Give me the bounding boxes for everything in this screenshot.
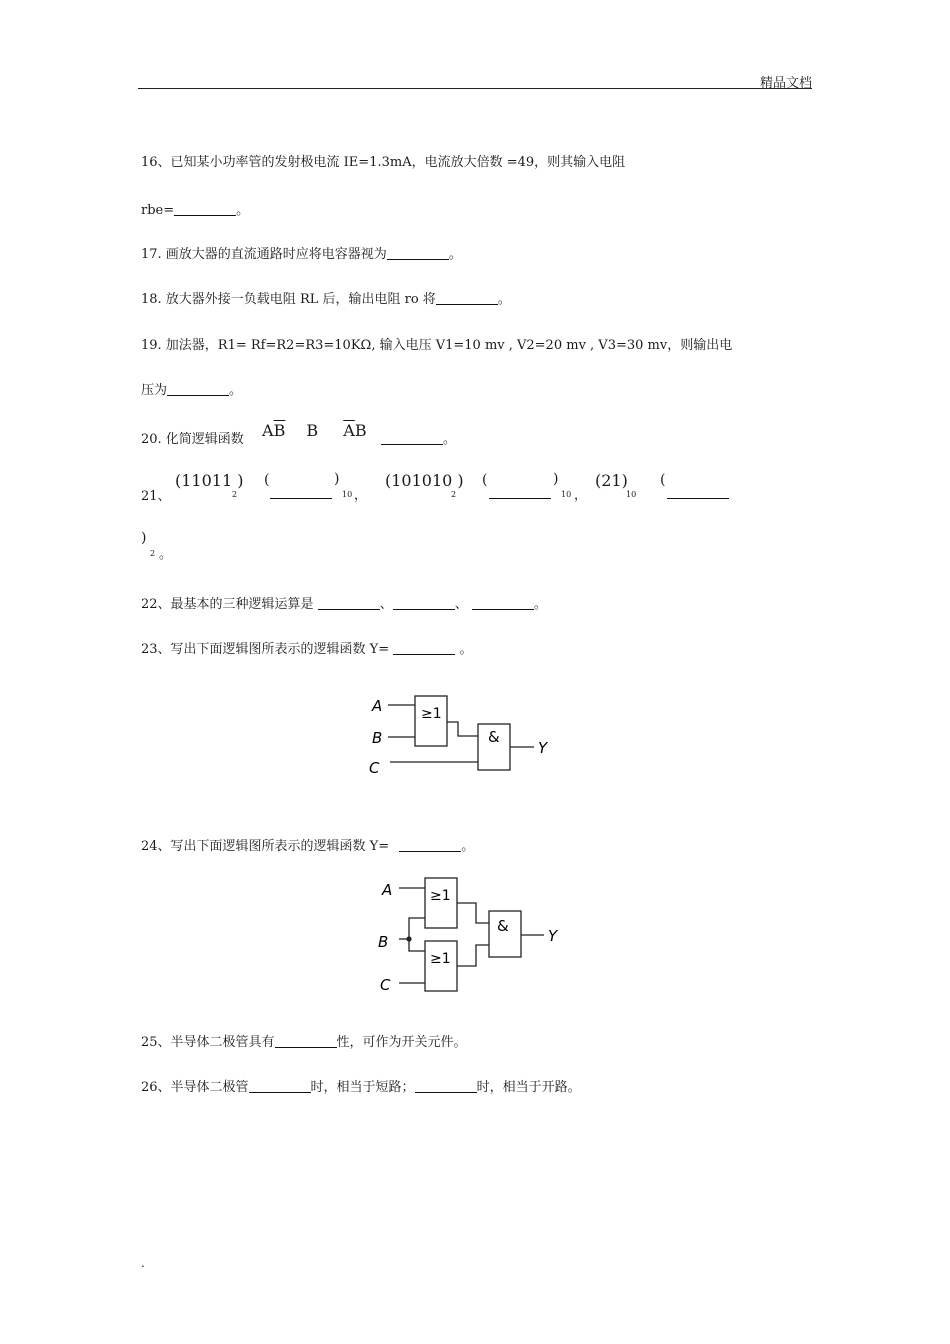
q21-close-2: ) (553, 471, 559, 487)
answer-blank (667, 485, 729, 499)
wire-or-bottom-out (457, 945, 489, 966)
or-gate-bottom-label: ≥1 (430, 951, 451, 967)
q26-prefix: 26、半导体二极管 (141, 1080, 249, 1095)
junction-dot (406, 936, 411, 941)
q21-sep-1: ， (354, 488, 368, 503)
wire-b-top (409, 918, 425, 939)
expr-b-bar: $\overline{B}$ (273, 421, 286, 440)
answer-blank (436, 291, 498, 305)
q18-text: 18. 放大器外接一负载电阻 RL 后，输出电阻 ro 将 (141, 292, 436, 307)
q22-sep-1: 、 (379, 597, 393, 612)
q17-suffix: 。 (448, 247, 462, 262)
logic-diagram-1 (360, 688, 560, 783)
expr-a-bar: $\overline{A}$ (343, 421, 355, 440)
q21-number-1: (11011 ) (175, 471, 244, 490)
q20-suffix: 。 (443, 432, 457, 447)
q20-answer (381, 428, 456, 447)
q20-expression (262, 421, 367, 440)
q21-close-3: ) (141, 530, 147, 546)
output-y-label: Y (548, 927, 558, 945)
q24-suffix: 。 (461, 839, 475, 854)
or-gate-top-label: ≥1 (430, 888, 451, 904)
question-26 (141, 1076, 581, 1095)
expr-b: B (354, 421, 367, 440)
question-23 (141, 638, 472, 657)
wire-b-bottom (409, 939, 425, 951)
header-label: 精品文档 (759, 76, 812, 91)
q22-suffix: 。 (533, 597, 547, 612)
answer-blank (249, 1079, 311, 1093)
q21-open-3: ( (660, 472, 666, 488)
q26-suffix: 时，相当于开路。 (476, 1080, 581, 1095)
or-gate-label: ≥1 (421, 706, 442, 722)
q17-text: 17. 画放大器的直流通路时应将电容器视为 (141, 247, 387, 262)
input-a-label: A (372, 697, 383, 715)
answer-blank (174, 202, 236, 216)
q21-base-3: 10 (626, 490, 637, 499)
answer-blank (167, 382, 229, 396)
q21-base-2: 2 (451, 490, 457, 499)
input-c-label: C (380, 976, 391, 994)
expr-b: B (306, 421, 319, 440)
q24-text: 24、写出下面逻辑图所表示的逻辑函数 Y= (141, 839, 390, 854)
q21-end: 。 (159, 547, 173, 562)
q21-open-2: ( (482, 472, 488, 488)
answer-blank (399, 838, 461, 852)
q21-open-1: ( (264, 472, 270, 488)
q26-mid: 时，相当于短路； (310, 1080, 415, 1095)
q25-prefix: 25、半导体二极管具有 (141, 1035, 275, 1050)
q21-base-1: 2 (232, 490, 238, 499)
question-21-label: 21、 (141, 489, 171, 504)
answer-blank (275, 1034, 337, 1048)
answer-blank (393, 596, 455, 610)
question-18 (141, 288, 511, 307)
q16-suffix: 。 (236, 203, 250, 218)
question-19-answer-line (141, 379, 242, 398)
q18-suffix: 。 (497, 292, 511, 307)
input-b-label: B (372, 729, 383, 747)
answer-blank (318, 596, 380, 610)
answer-blank (387, 246, 449, 260)
q19-suffix: 。 (229, 383, 243, 398)
q21-base-3r: 2 (150, 549, 156, 558)
footer-mark: . (141, 1256, 145, 1270)
q22-sep-2: 、 (454, 597, 468, 612)
question-16-answer-line (141, 199, 249, 218)
question-25 (141, 1031, 467, 1050)
answer-blank (270, 485, 332, 499)
q25-suffix: 性，可作为开关元件。 (336, 1035, 467, 1050)
q19-prefix: 压为 (141, 383, 168, 398)
q21-base-1r: 10 (342, 490, 353, 499)
header-rule (138, 88, 812, 89)
expr-a: A (262, 421, 274, 440)
q21-number-2: (101010 ) (385, 471, 464, 490)
wire-or-top-out (457, 903, 489, 923)
answer-blank (489, 485, 551, 499)
and-gate-label: & (488, 728, 500, 746)
question-17 (141, 243, 462, 262)
input-c-label: C (369, 759, 380, 777)
question-20: 20. 化简逻辑函数 (141, 432, 244, 447)
logic-diagram-2 (372, 873, 572, 998)
answer-blank (393, 641, 455, 655)
answer-blank (472, 596, 534, 610)
input-b-label: B (378, 933, 389, 951)
question-24 (141, 835, 474, 854)
q22-text: 22、最基本的三种逻辑运算是 (141, 597, 314, 612)
input-a-label: A (382, 881, 393, 899)
output-y-label: Y (538, 739, 548, 757)
q21-number-3: (21) (595, 471, 628, 490)
answer-blank (381, 431, 443, 445)
q23-suffix: 。 (459, 642, 473, 657)
question-22 (141, 593, 547, 612)
q21-close-1: ) (334, 471, 340, 487)
question-19: 19. 加法器，R1= Rf=R2=R3=10KΩ, 输入电压 V1=10 mv , V2=20 mv , V3=30 mv，则输出电 (141, 338, 733, 353)
q16-prefix: rbe= (141, 203, 175, 218)
wire-or-out (447, 722, 478, 736)
q21-sep-2: ， (574, 488, 588, 503)
answer-blank (415, 1079, 477, 1093)
and-gate-label: & (497, 917, 509, 935)
question-16: 16、已知某小功率管的发射极电流 IE=1.3mA，电流放大倍数 =49，则其输入电阻 (141, 155, 626, 170)
q21-base-2r: 10 (561, 490, 572, 499)
q23-text: 23、写出下面逻辑图所表示的逻辑函数 Y= (141, 642, 390, 657)
